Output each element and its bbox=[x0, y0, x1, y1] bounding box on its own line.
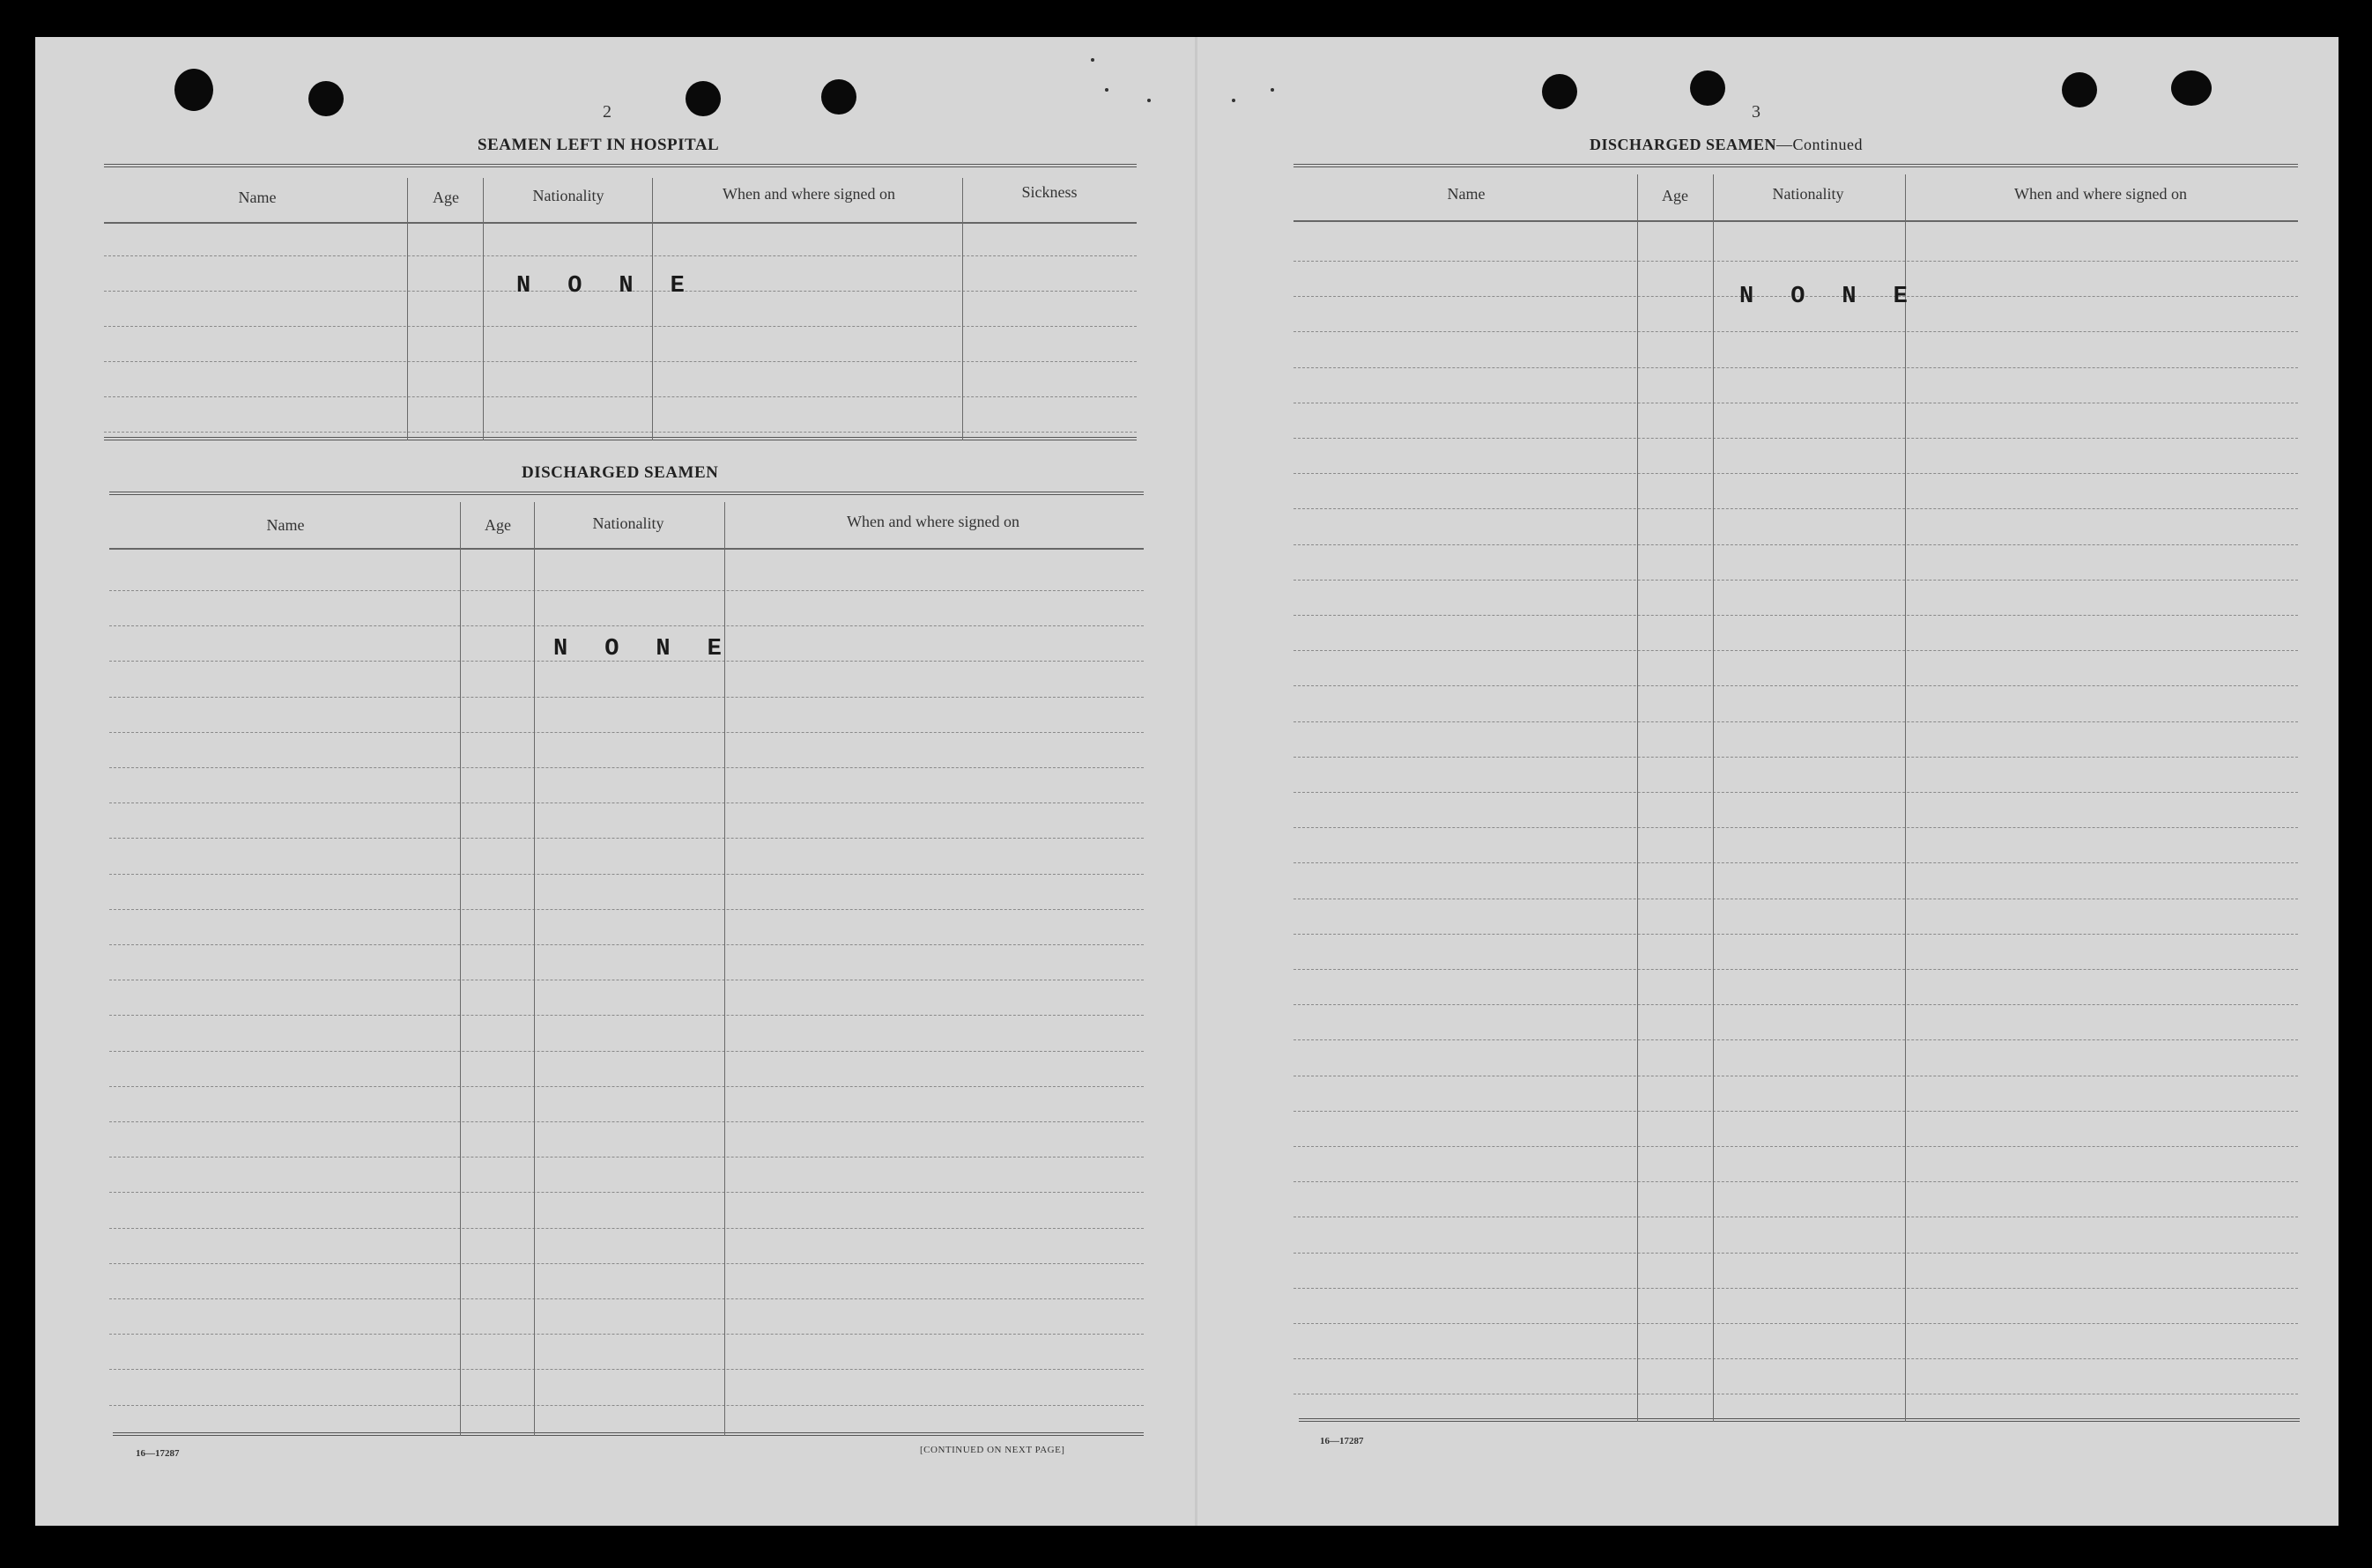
hospital-none-entry: NONE bbox=[516, 273, 722, 300]
discharged-row-line bbox=[109, 944, 1144, 945]
discharged-col-divider bbox=[534, 502, 535, 1436]
continued-row-line bbox=[1293, 650, 2298, 651]
hospital-col-divider bbox=[407, 178, 408, 440]
hospital-col-sickness: Sickness bbox=[1021, 183, 1078, 201]
discharged-row-line bbox=[109, 732, 1144, 733]
continued-note: [CONTINUED ON NEXT PAGE] bbox=[920, 1445, 1065, 1455]
continued-col-divider bbox=[1713, 174, 1714, 1422]
discharged-col-divider bbox=[460, 502, 461, 1436]
discharged-row-line bbox=[109, 697, 1144, 698]
discharged-row-line bbox=[109, 1015, 1144, 1016]
hospital-bottom-rule bbox=[104, 437, 1137, 440]
document-sheet bbox=[35, 37, 2339, 1526]
hospital-row-line bbox=[104, 326, 1137, 327]
discharged-row-line bbox=[109, 1121, 1144, 1122]
form-number: 16—17287 bbox=[136, 1448, 180, 1459]
discharged-row-line bbox=[109, 1405, 1144, 1406]
continued-none-entry: NONE bbox=[1739, 284, 1945, 310]
hospital-col-nationality: Nationality bbox=[532, 187, 604, 204]
hospital-col-signed-on: When and where signed on bbox=[723, 185, 895, 203]
discharged-row-line bbox=[109, 1369, 1144, 1370]
continued-bottom-rule bbox=[1299, 1418, 2300, 1422]
continued-row-line bbox=[1293, 1253, 2298, 1254]
continued-row-line bbox=[1293, 1111, 2298, 1112]
hospital-col-divider bbox=[652, 178, 653, 440]
continued-row-line bbox=[1293, 580, 2298, 581]
discharged-row-line bbox=[109, 909, 1144, 910]
hospital-col-age: Age bbox=[433, 189, 459, 206]
continued-row-line bbox=[1293, 827, 2298, 828]
continued-top-rule bbox=[1293, 164, 2298, 167]
hospital-row-line bbox=[104, 255, 1137, 256]
continued-row-line bbox=[1293, 508, 2298, 509]
continued-row-line bbox=[1293, 1039, 2298, 1040]
continued-row-line bbox=[1293, 934, 2298, 935]
hospital-row-line bbox=[104, 432, 1137, 433]
continued-row-line bbox=[1293, 862, 2298, 863]
discharged-row-line bbox=[109, 838, 1144, 839]
continued-row-line bbox=[1293, 1323, 2298, 1324]
hospital-col-name: Name bbox=[238, 189, 277, 206]
continued-row-line bbox=[1293, 1004, 2298, 1005]
form-number: 16—17287 bbox=[1320, 1436, 1364, 1446]
discharged-col-age: Age bbox=[485, 516, 511, 534]
discharged-row-line bbox=[109, 1192, 1144, 1193]
continued-row-line bbox=[1293, 544, 2298, 545]
discharged-row-line bbox=[109, 590, 1144, 591]
continued-row-line bbox=[1293, 1146, 2298, 1147]
discharged-top-rule bbox=[109, 492, 1144, 495]
hospital-top-rule bbox=[104, 164, 1137, 167]
title-suffix: —Continued bbox=[1776, 136, 1864, 153]
continued-row-line bbox=[1293, 438, 2298, 439]
continued-row-line bbox=[1293, 792, 2298, 793]
discharged-row-line bbox=[109, 1334, 1144, 1335]
discharged-row-line bbox=[109, 625, 1144, 626]
continued-col-nationality: Nationality bbox=[1772, 185, 1844, 203]
discharged-row-line bbox=[109, 802, 1144, 803]
right-page bbox=[1197, 37, 2339, 1526]
continued-col-name: Name bbox=[1447, 185, 1486, 203]
hospital-col-divider bbox=[962, 178, 963, 440]
hospital-row-line bbox=[104, 396, 1137, 397]
continued-row-line bbox=[1293, 721, 2298, 722]
continued-row-line bbox=[1293, 261, 2298, 262]
discharged-continued-title bbox=[1590, 136, 1863, 154]
continued-col-divider bbox=[1905, 174, 1906, 1422]
continued-row-line bbox=[1293, 367, 2298, 368]
discharged-row-line bbox=[109, 767, 1144, 768]
continued-col-signed-on: When and where signed on bbox=[2014, 185, 2187, 203]
hospital-section-title: SEAMEN LEFT IN HOSPITAL bbox=[478, 136, 720, 154]
discharged-col-name: Name bbox=[266, 516, 305, 534]
continued-row-line bbox=[1293, 331, 2298, 332]
continued-row-line bbox=[1293, 1181, 2298, 1182]
continued-row-line bbox=[1293, 1358, 2298, 1359]
left-page bbox=[35, 37, 1197, 1526]
continued-row-line bbox=[1293, 757, 2298, 758]
title-main: DISCHARGED SEAMEN bbox=[1590, 136, 1777, 153]
continued-row-line bbox=[1293, 473, 2298, 474]
discharged-row-line bbox=[109, 1051, 1144, 1052]
hospital-col-divider bbox=[483, 178, 484, 440]
discharged-row-line bbox=[109, 1228, 1144, 1229]
discharged-bottom-rule bbox=[113, 1432, 1144, 1436]
continued-row-line bbox=[1293, 969, 2298, 970]
continued-col-divider bbox=[1637, 174, 1638, 1422]
discharged-section-title: DISCHARGED SEAMEN bbox=[522, 463, 719, 482]
page-number: 3 bbox=[1752, 102, 1760, 122]
hospital-header-rule bbox=[104, 222, 1137, 224]
discharged-row-line bbox=[109, 1086, 1144, 1087]
discharged-header-rule bbox=[109, 548, 1144, 550]
hospital-row-line bbox=[104, 361, 1137, 362]
continued-row-line bbox=[1293, 615, 2298, 616]
continued-row-line bbox=[1293, 1288, 2298, 1289]
discharged-row-line bbox=[109, 1157, 1144, 1158]
continued-col-age: Age bbox=[1662, 187, 1688, 204]
discharged-row-line bbox=[109, 1263, 1144, 1264]
discharged-row-line bbox=[109, 874, 1144, 875]
discharged-col-nationality: Nationality bbox=[592, 514, 664, 532]
page-number: 2 bbox=[603, 102, 612, 122]
continued-row-line bbox=[1293, 685, 2298, 686]
discharged-none-entry: NONE bbox=[553, 636, 759, 662]
discharged-col-signed-on: When and where signed on bbox=[847, 513, 1019, 530]
continued-header-rule bbox=[1293, 220, 2298, 222]
discharged-row-line bbox=[109, 1298, 1144, 1299]
